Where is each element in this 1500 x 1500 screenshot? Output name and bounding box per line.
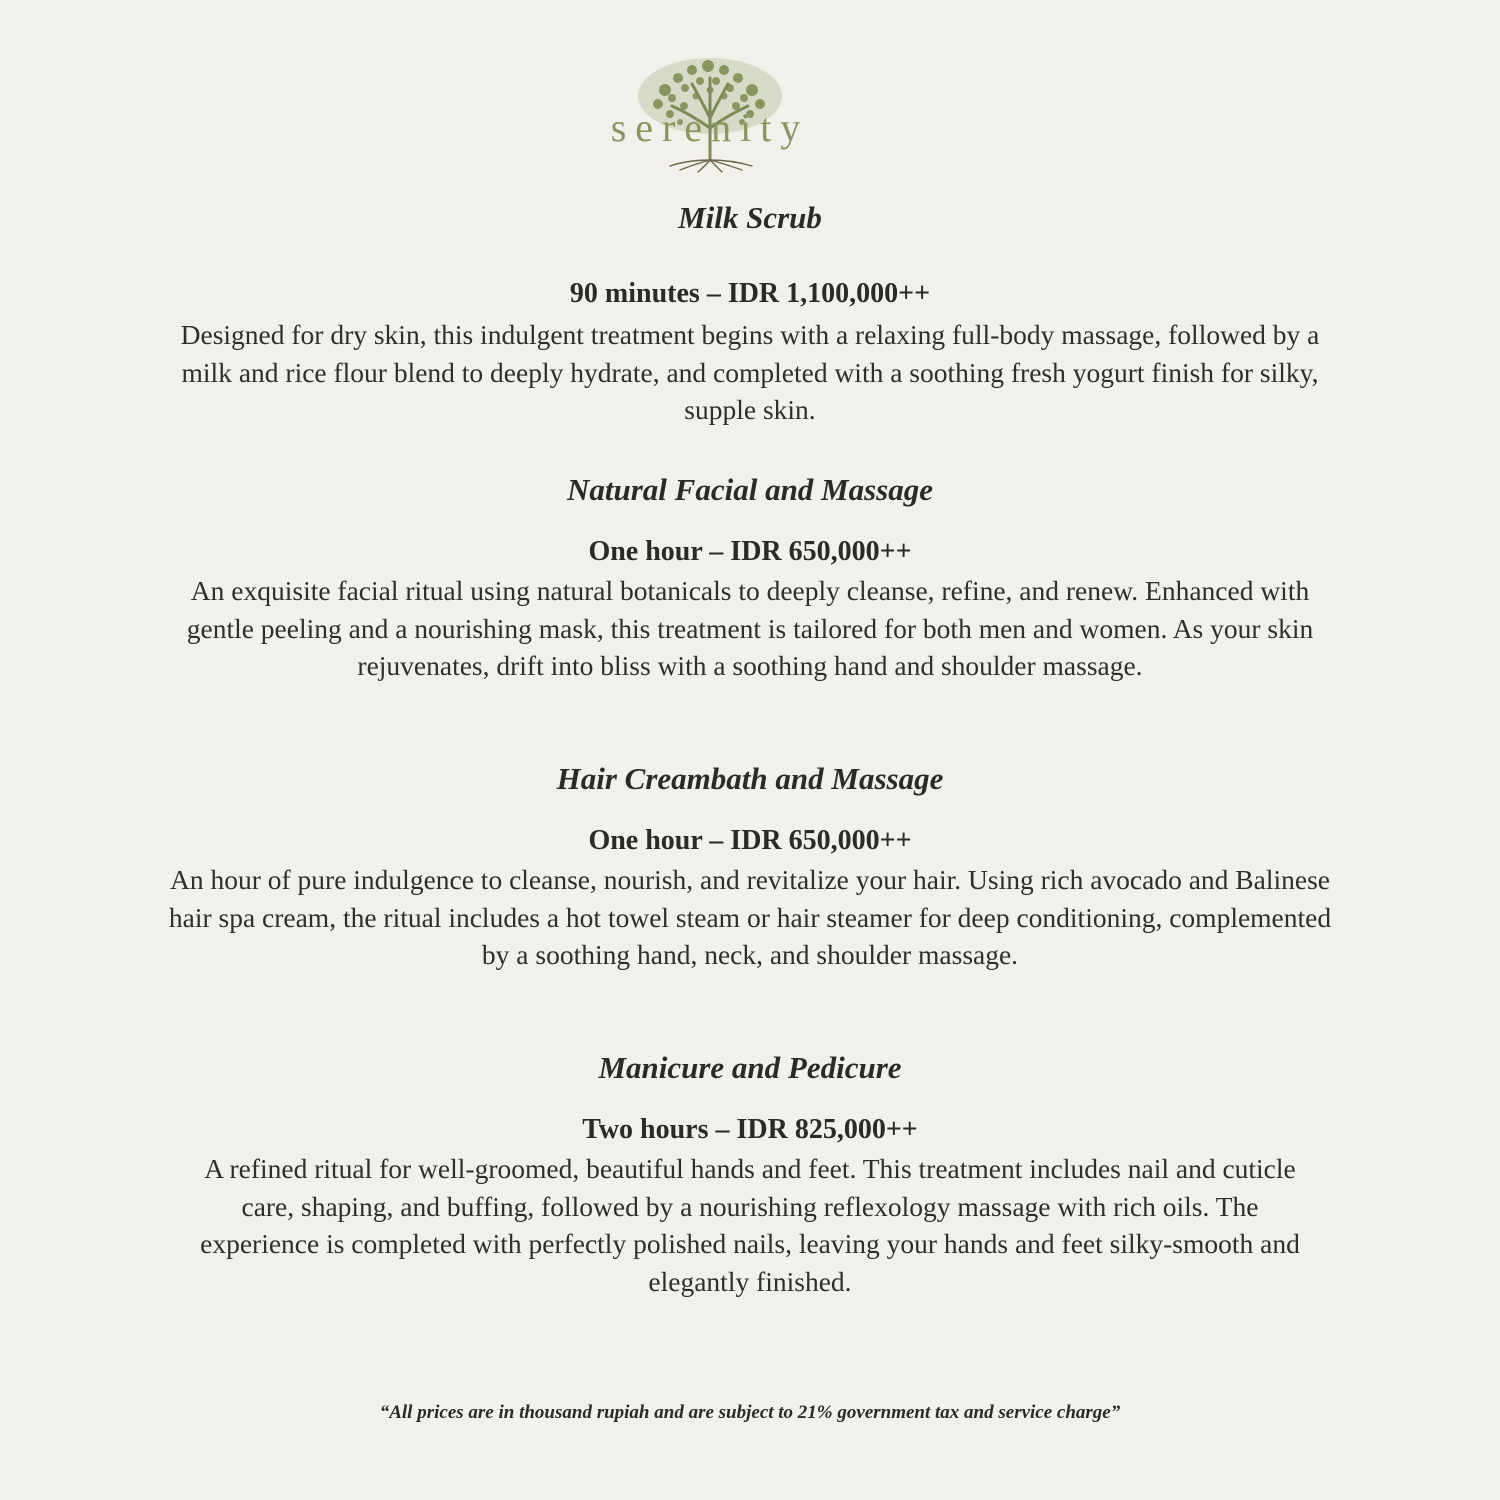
treatment-description: A refined ritual for well-groomed, beautiful hands and feet. This treatment includes nail and cuticle care, shaping, and buffing, followed by a nourishing reflexology massage with rich oils. The experience is completed with perfectly polished nails, leaving your hands and feet silky-smooth and elegantly finished.	[200, 1153, 1300, 1297]
treatment-title: Manicure and Pedicure	[598, 1050, 902, 1085]
treatment-price: One hour – IDR 650,000++	[588, 536, 912, 567]
treatment-natural-facial	[150, 470, 1350, 685]
treatment-title: Natural Facial and Massage	[566, 472, 934, 507]
treatment-price: Two hours – IDR 825,000++	[582, 1114, 918, 1145]
treatment-title: Hair Creambath and Massage	[556, 761, 944, 796]
serenity-logo	[560, 48, 860, 173]
treatment-hair-creambath	[150, 759, 1350, 974]
treatment-title: Milk Scrub	[678, 200, 822, 235]
treatment-price: One hour – IDR 650,000++	[588, 825, 912, 856]
brand-name: serenity	[610, 105, 810, 150]
treatment-price: 90 minutes – IDR 1,100,000++	[569, 278, 931, 309]
treatment-description: Designed for dry skin, this indulgent treatment begins with a relaxing full-body massage, followed by a milk and rice flour blend to deeply hydrate, and completed with a soothing fresh yogurt finish for silky, supple skin.	[180, 319, 1320, 425]
tree-icon	[560, 48, 860, 173]
treatment-description: An hour of pure indulgence to cleanse, nourish, and revitalize your hair. Using rich avocado and Balinese hair spa cream, the ritual includes a hot towel steam or hair steamer for deep conditioning, complemented by a soothing hand, neck, and shoulder massage.	[168, 864, 1332, 970]
treatment-manicure-pedicure	[150, 1048, 1350, 1300]
price-footnote: “All prices are in thousand rupiah and are subject to 21% government tax and service charge”	[379, 1402, 1121, 1423]
treatment-description: An exquisite facial ritual using natural botanicals to deeply cleanse, refine, and renew. Enhanced with gentle peeling and a nourishing mask, this treatment is tailored for both men and women. As your skin rejuvenates, drift into bliss with a soothing hand and shoulder massage.	[186, 575, 1314, 681]
treatment-milk-scrub	[150, 198, 1350, 429]
